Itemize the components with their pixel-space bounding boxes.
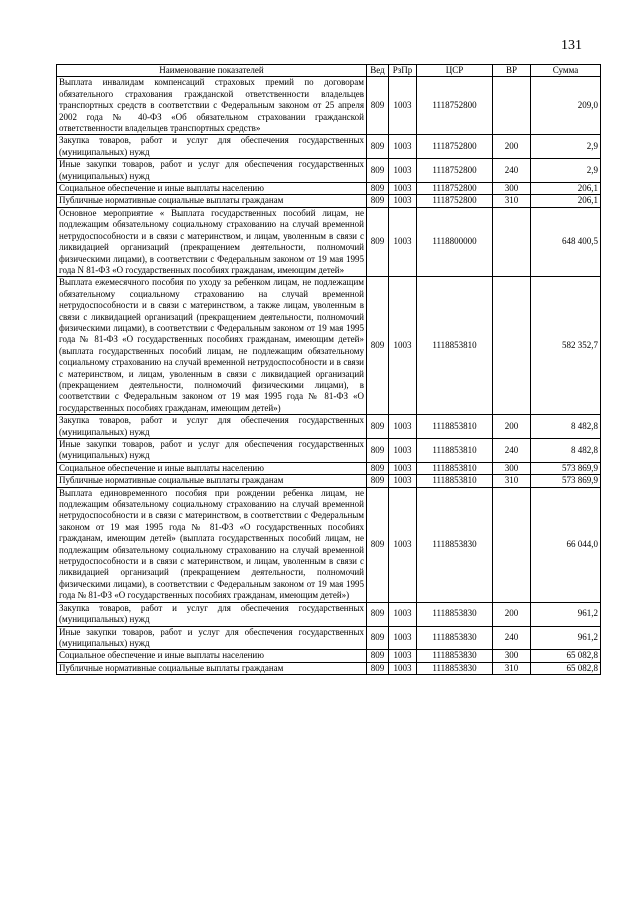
row-vr-cell: 300 [493, 183, 531, 195]
row-rzpr-cell: 1003 [389, 77, 417, 135]
row-csr-cell: 1118853830 [417, 650, 493, 662]
row-vr-cell: 300 [493, 650, 531, 662]
row-rzpr-cell: 1003 [389, 462, 417, 474]
row-sum-cell: 66 044,0 [531, 487, 601, 602]
row-vr-cell [493, 207, 531, 276]
row-vr-cell: 200 [493, 135, 531, 159]
row-ved-cell: 809 [367, 77, 389, 135]
row-csr-cell: 1118853810 [417, 277, 493, 415]
row-ved-cell: 809 [367, 183, 389, 195]
table-row [57, 475, 601, 487]
table-row [57, 207, 601, 276]
row-rzpr-cell: 1003 [389, 439, 417, 463]
row-name-cell: Выплата ежемесячного пособия по уходу за ребенком лицам, не подлежащим обязательному социальному страхованию на случай временной нетрудоспособности и в связи с материнством, а также лицам, уволенным в связи с ликвидацией организаций (прекращением деятельности, полномочий физическими лицами), в соответствии с Федеральным законом от 19 мая 1995 года № 81-ФЗ «О государственных пособиях гражданам, имеющим детей» (выплата государственных пособий лицам, не подлежащим обязательному социальному страхованию на случай временной нетрудоспособности и в связи с материнством, и лицам, уволенным в связи с ликвидацией организаций (прекращением деятельности, полномочий физическими лицами), в соответствии с Федеральным законом от 19 мая 1995 года № 81-ФЗ «О государственных пособиях гражданам, имеющим детей») [57, 277, 367, 415]
row-ved-cell: 809 [367, 415, 389, 439]
row-sum-cell: 8 482,8 [531, 415, 601, 439]
row-rzpr-cell: 1003 [389, 207, 417, 276]
col-header-vr: ВР [493, 65, 531, 77]
table-row [57, 159, 601, 183]
row-csr-cell: 1118752800 [417, 159, 493, 183]
page-number: 131 [561, 38, 582, 53]
table-row [57, 650, 601, 662]
row-vr-cell [493, 277, 531, 415]
row-sum-cell: 2,9 [531, 135, 601, 159]
row-name-cell: Публичные нормативные социальные выплаты гражданам [57, 662, 367, 674]
budget-table [56, 64, 601, 675]
row-vr-cell [493, 77, 531, 135]
row-vr-cell: 200 [493, 415, 531, 439]
row-sum-cell: 573 869,9 [531, 475, 601, 487]
row-rzpr-cell: 1003 [389, 602, 417, 626]
row-ved-cell: 809 [367, 487, 389, 602]
table-row [57, 195, 601, 207]
row-sum-cell: 648 400,5 [531, 207, 601, 276]
row-sum-cell: 582 352,7 [531, 277, 601, 415]
table-row [57, 487, 601, 602]
row-name-cell: Публичные нормативные социальные выплаты гражданам [57, 475, 367, 487]
row-name-cell: Основное мероприятие « Выплата государственных пособий лицам, не подлежащим обязательному социальному страхованию на случай временной нетрудоспособности и в связи с материнством, и лицам, уволенным в связи с ликвидацией организаций (прекращением деятельности, полномочий физическими лицами), в соответствии с Федеральным законом от 19 мая 1995 года N 81-ФЗ «О государственных пособиях гражданам, имеющим детей» [57, 207, 367, 276]
row-sum-cell: 206,1 [531, 183, 601, 195]
row-csr-cell: 1118853830 [417, 662, 493, 674]
row-vr-cell: 310 [493, 195, 531, 207]
row-csr-cell: 1118853830 [417, 487, 493, 602]
table-row [57, 415, 601, 439]
row-ved-cell: 809 [367, 135, 389, 159]
col-header-sum: Сумма [531, 65, 601, 77]
row-csr-cell: 1118752800 [417, 135, 493, 159]
row-sum-cell: 961,2 [531, 626, 601, 650]
row-sum-cell: 573 869,9 [531, 462, 601, 474]
table-row [57, 626, 601, 650]
row-ved-cell: 809 [367, 602, 389, 626]
row-sum-cell: 209,0 [531, 77, 601, 135]
table-row [57, 602, 601, 626]
row-name-cell: Закупка товаров, работ и услуг для обеспечения государственных (муниципальных) нужд [57, 415, 367, 439]
row-name-cell: Социальное обеспечение и иные выплаты населению [57, 462, 367, 474]
table-row [57, 77, 601, 135]
row-csr-cell: 1118853830 [417, 602, 493, 626]
row-rzpr-cell: 1003 [389, 159, 417, 183]
col-header-name: Наименование показателей [57, 65, 367, 77]
table-row [57, 439, 601, 463]
row-vr-cell: 310 [493, 475, 531, 487]
row-csr-cell: 1118853810 [417, 475, 493, 487]
table-row [57, 183, 601, 195]
row-sum-cell: 206,1 [531, 195, 601, 207]
row-sum-cell: 8 482,8 [531, 439, 601, 463]
table-header-row [57, 65, 601, 77]
row-csr-cell: 1118853810 [417, 439, 493, 463]
row-vr-cell: 200 [493, 602, 531, 626]
row-name-cell: Закупка товаров, работ и услуг для обеспечения государственных (муниципальных) нужд [57, 135, 367, 159]
row-rzpr-cell: 1003 [389, 277, 417, 415]
row-rzpr-cell: 1003 [389, 626, 417, 650]
row-csr-cell: 1118853810 [417, 415, 493, 439]
table-row [57, 135, 601, 159]
row-name-cell: Иные закупки товаров, работ и услуг для обеспечения государственных (муниципальных) нужд [57, 159, 367, 183]
row-rzpr-cell: 1003 [389, 183, 417, 195]
row-sum-cell: 961,2 [531, 602, 601, 626]
col-header-csr: ЦСР [417, 65, 493, 77]
row-rzpr-cell: 1003 [389, 650, 417, 662]
row-ved-cell: 809 [367, 159, 389, 183]
row-csr-cell: 1118853810 [417, 462, 493, 474]
row-rzpr-cell: 1003 [389, 475, 417, 487]
row-name-cell: Социальное обеспечение и иные выплаты населению [57, 183, 367, 195]
row-ved-cell: 809 [367, 626, 389, 650]
table-row [57, 277, 601, 415]
row-ved-cell: 809 [367, 195, 389, 207]
row-ved-cell: 809 [367, 277, 389, 415]
row-rzpr-cell: 1003 [389, 487, 417, 602]
row-name-cell: Закупка товаров, работ и услуг для обеспечения государственных (муниципальных) нужд [57, 602, 367, 626]
row-csr-cell: 1118752800 [417, 77, 493, 135]
table-row [57, 462, 601, 474]
row-vr-cell: 240 [493, 626, 531, 650]
row-rzpr-cell: 1003 [389, 662, 417, 674]
row-ved-cell: 809 [367, 475, 389, 487]
row-ved-cell: 809 [367, 662, 389, 674]
row-vr-cell: 240 [493, 439, 531, 463]
row-csr-cell: 1118752800 [417, 183, 493, 195]
row-csr-cell: 1118800000 [417, 207, 493, 276]
row-name-cell: Иные закупки товаров, работ и услуг для обеспечения государственных (муниципальных) нужд [57, 439, 367, 463]
row-csr-cell: 1118752800 [417, 195, 493, 207]
row-name-cell: Социальное обеспечение и иные выплаты населению [57, 650, 367, 662]
table-row [57, 662, 601, 674]
row-sum-cell: 2,9 [531, 159, 601, 183]
row-sum-cell: 65 082,8 [531, 650, 601, 662]
col-header-rzpr: РзПр [389, 65, 417, 77]
row-ved-cell: 809 [367, 650, 389, 662]
row-ved-cell: 809 [367, 439, 389, 463]
row-rzpr-cell: 1003 [389, 415, 417, 439]
row-sum-cell: 65 082,8 [531, 662, 601, 674]
row-vr-cell: 310 [493, 662, 531, 674]
row-rzpr-cell: 1003 [389, 135, 417, 159]
row-vr-cell: 300 [493, 462, 531, 474]
row-name-cell: Выплата единовременного пособия при рождении ребенка лицам, не подлежащим обязательному социальному страхованию на случай временной нетрудоспособности и в связи с материнством, в соответствии с Федеральным законом от 19 мая 1995 года № 81-ФЗ «О государственных пособиях гражданам, имеющим детей» (выплата государственных пособий лицам, не подлежащим обязательному социальному страхованию на случай временной нетрудоспособности и в связи с материнством, и лицам, уволенным в связи с ликвидацией организаций (прекращением деятельности, полномочий физическими лицами), в соответствии с Федеральным законом от 19 мая 1995 года № 81-ФЗ «О государственных пособиях гражданам, имеющим детей») [57, 487, 367, 602]
row-ved-cell: 809 [367, 462, 389, 474]
row-ved-cell: 809 [367, 207, 389, 276]
col-header-ved: Вед [367, 65, 389, 77]
row-name-cell: Публичные нормативные социальные выплаты гражданам [57, 195, 367, 207]
row-rzpr-cell: 1003 [389, 195, 417, 207]
row-name-cell: Выплата инвалидам компенсаций страховых премий по договорам обязательного страхования гражданской ответственности владельцев транспортных средств в соответствии с Федеральным законом от 25 апреля 2002 года № 40-ФЗ «Об обязательном страховании гражданской ответственности владельцев транспортных средств» [57, 77, 367, 135]
row-csr-cell: 1118853830 [417, 626, 493, 650]
row-name-cell: Иные закупки товаров, работ и услуг для обеспечения государственных (муниципальных) нужд [57, 626, 367, 650]
table-body [57, 77, 601, 675]
row-vr-cell [493, 487, 531, 602]
row-vr-cell: 240 [493, 159, 531, 183]
